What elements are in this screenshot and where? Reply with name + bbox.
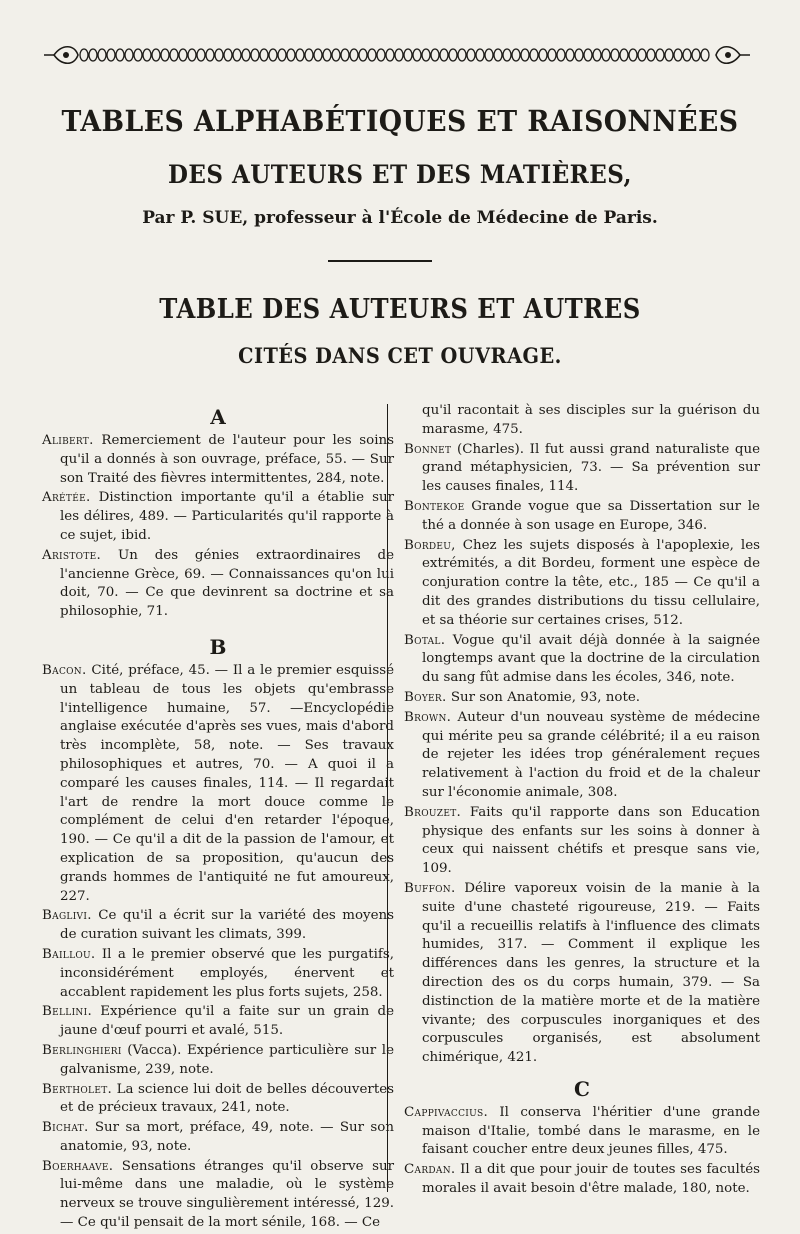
- entry-text: Distinction importante qu'il a établie sur les délires, 489. — Particularités qu'il rapporte à ce sujet, ibid.: [60, 490, 394, 543]
- entry-author-name: Buffon.: [404, 880, 456, 896]
- page-subtitle: DES AUTEURS ET DES MATIÈRES,: [168, 160, 632, 189]
- entry-text: Il conserva l'héritier d'une grande maison d'Italie, tombé dans le marasme, en le faisant coucher entre deux jeunes filles, 475.: [422, 1104, 760, 1158]
- index-entry: [404, 537, 760, 631]
- index-entry: [404, 689, 760, 708]
- entry-author-name: Alibert.: [42, 433, 94, 448]
- entry-author-name: Bontekoe: [404, 498, 465, 514]
- entry-text: Chez les sujets disposés à l'apoplexie, les extrémités, a dit Bordeu, forment une espèce de conjuration contre la tête, etc., 185 — Ce qu'il a dit des grandes distributions du tissu cellulaire, et sa théorie sur certaines crises, 512.: [422, 537, 760, 628]
- entries-b: [42, 662, 394, 1233]
- entry-text: Un des génies extraordinaires de l'ancienne Grèce, 69. — Connaissances qu'on lui doit, 70. — Ce que devinrent sa doctrine et sa philosophie, 71.: [60, 547, 394, 620]
- index-entry: [42, 1119, 394, 1157]
- entry-author-name: Boyer.: [404, 689, 447, 705]
- entry-author-name: Bertholet.: [42, 1081, 113, 1097]
- entry-author-name: Brouzet.: [404, 804, 462, 820]
- entry-author-name: Bonnet: [404, 441, 452, 457]
- section-title: TABLE DES AUTEURS ET AUTRES: [159, 294, 641, 325]
- entry-text: Expérience qu'il a faite sur un grain de jaune d'œuf pourri et avalé, 515.: [60, 1004, 394, 1039]
- index-entry: [42, 432, 394, 488]
- entry-author-name: Bordeu,: [404, 537, 456, 553]
- ornamental-border: [44, 42, 750, 68]
- entry-author-name: Bacon.: [42, 662, 87, 678]
- left-column: [42, 402, 394, 1234]
- index-entry: [404, 1104, 760, 1160]
- column-divider: [387, 404, 388, 1192]
- entries-b-continued: [404, 441, 760, 1068]
- entry-author-name: Brown.: [404, 709, 452, 725]
- entry-author-name: Berlinghieri: [42, 1042, 122, 1058]
- entries-a: [42, 432, 394, 622]
- entry-author-name: Cappivaccius.: [404, 1104, 489, 1120]
- index-entry: [404, 1161, 760, 1199]
- index-entry: [42, 547, 394, 622]
- page-title: TABLES ALPHABÉTIQUES ET RAISONNÉES: [61, 104, 739, 138]
- title-rule: [328, 260, 432, 262]
- entry-text: (Vacca). Expérience particulière sur le galvanisme, 239, note.: [60, 1042, 394, 1077]
- entries-c: [404, 1104, 760, 1199]
- entry-text: Remerciement de l'auteur pour les soins qu'il a donnés à son ouvrage, préface, 55. — Sur son Traité des fièvres intermittentes, 284, note.: [60, 433, 394, 486]
- index-entry: [404, 880, 760, 1068]
- continued-entry: qu'il racontait à ses disciples sur la guérison du marasme, 475.: [422, 403, 760, 437]
- entry-author-name: Arétée.: [42, 490, 91, 506]
- entry-text: Grande vogue que sa Dissertation sur le thé a donnée à son usage en Europe, 346.: [422, 498, 760, 533]
- section-subtitle: CITÉS DANS CET OUVRAGE.: [238, 343, 562, 368]
- index-entry: [404, 709, 760, 803]
- entry-author-name: Aristote.: [42, 547, 102, 563]
- right-column: [404, 402, 760, 1200]
- index-entry: [404, 632, 760, 688]
- entry-author-name: Cardan.: [404, 1162, 456, 1178]
- entry-text: Faits qu'il rapporte dans son Education physique des enfants sur les soins à donner à ceux qui naissent chétifs et presque sans vie, 109.: [422, 804, 760, 877]
- author-byline: Par P. SUE, professeur à l'École de Médecine de Paris.: [142, 208, 658, 228]
- entry-author-name: Bellini.: [42, 1004, 93, 1020]
- entry-author-name: Baglivi.: [42, 908, 92, 924]
- entry-text: Sur sa mort, préface, 49, note. — Sur son anatomie, 93, note.: [60, 1120, 394, 1154]
- entry-author-name: Boerhaave.: [42, 1158, 114, 1174]
- entry-text: Il a dit que pour jouir de toutes ses facultés morales il avait besoin d'être malade, 180, note.: [422, 1162, 760, 1197]
- entry-text: La science lui doit de belles découvertes et de précieux travaux, 241, note.: [60, 1081, 394, 1116]
- index-entry: [42, 1081, 394, 1119]
- entry-author-name: Baillou.: [42, 946, 96, 962]
- entry-text: Délire vaporeux voisin de la manie à la suite d'une chasteté rigoureuse, 219. — Faits qu'il a recueillis relatifs à l'influence des climats humides, 317. — Comment il explique les différences dans les genres, la structure et la direction des os du corps humain, 379. — Sa distinction de la matière morte et de la matière vivante; des corpuscules inorganiques et des corpuscules organisés, est absolument chimérique, 421.: [422, 880, 760, 1066]
- index-entry: [42, 1003, 394, 1041]
- entry-text: Auteur d'un nouveau système de médecine qui mérite peu sa grande célébrité; il a eu raison de rejeter les idées trop généralement reçues relativement à l'action du froid et de la chaleur sur l'économie animale, 308.: [422, 709, 760, 800]
- index-entry: [42, 946, 394, 1002]
- entry-text: Vogue qu'il avait déjà donnée à la saignée longtemps avant que la doctrine de la circulation du sang fût admise dans les écoles, 346, note.: [422, 632, 760, 686]
- entry-text: (Charles). Il fut aussi grand naturaliste que grand métaphysicien, 73. — Sa prévention sur les causes finales, 114.: [422, 441, 760, 495]
- index-entry: [42, 489, 394, 545]
- entry-text: Cité, préface, 45. — Il a le premier esquissé un tableau de tous les objets qu'embrasse l'intelligence humaine, 57. —Encyclopédie anglaise exécutée d'après ses vues, mais d'abord très incomplète, 58, note. — Ses travaux philosophiques et autres, 70. — A quoi il a comparé les causes finales, 114. — Il regardait l'art de rendre la mort douce comme le complément de celui d'en retarder l'époque, 190. — Ce qu'il a dit de la passion de l'amour, et explication de sa proposition, qu'aucun des grands hommes de l'antiquité ne fut amoureux, 227.: [60, 662, 394, 904]
- letter-heading-a: A: [210, 405, 226, 429]
- entry-author-name: Bichat.: [42, 1120, 89, 1136]
- index-entry: [42, 1042, 394, 1080]
- index-entry: [404, 804, 760, 879]
- entry-text: Sur son Anatomie, 93, note.: [446, 689, 641, 705]
- entry-text: Sensations étranges qu'il observe sur lui-même dans une maladie, où le système nerveux se trouve singulièrement intéressé, 129. — Ce qu'il pensait de la mort sénile, 168. — Ce: [60, 1158, 394, 1231]
- index-entry: [404, 441, 760, 497]
- entry-text: Il a le premier observé que les purgatifs, inconsidérément employés, énervent et accablent rapidement les plus forts sujets, 258.: [60, 946, 394, 1000]
- index-entry: [404, 498, 760, 536]
- index-entry: [42, 907, 394, 945]
- index-entry: [42, 662, 394, 906]
- letter-heading-b: B: [209, 634, 227, 659]
- entry-text: Ce qu'il a écrit sur la variété des moyens de curation suivant les climats, 399.: [60, 908, 394, 943]
- entry-author-name: Botal.: [404, 632, 446, 648]
- index-entry: [42, 1158, 394, 1233]
- letter-heading-c: C: [574, 1076, 590, 1101]
